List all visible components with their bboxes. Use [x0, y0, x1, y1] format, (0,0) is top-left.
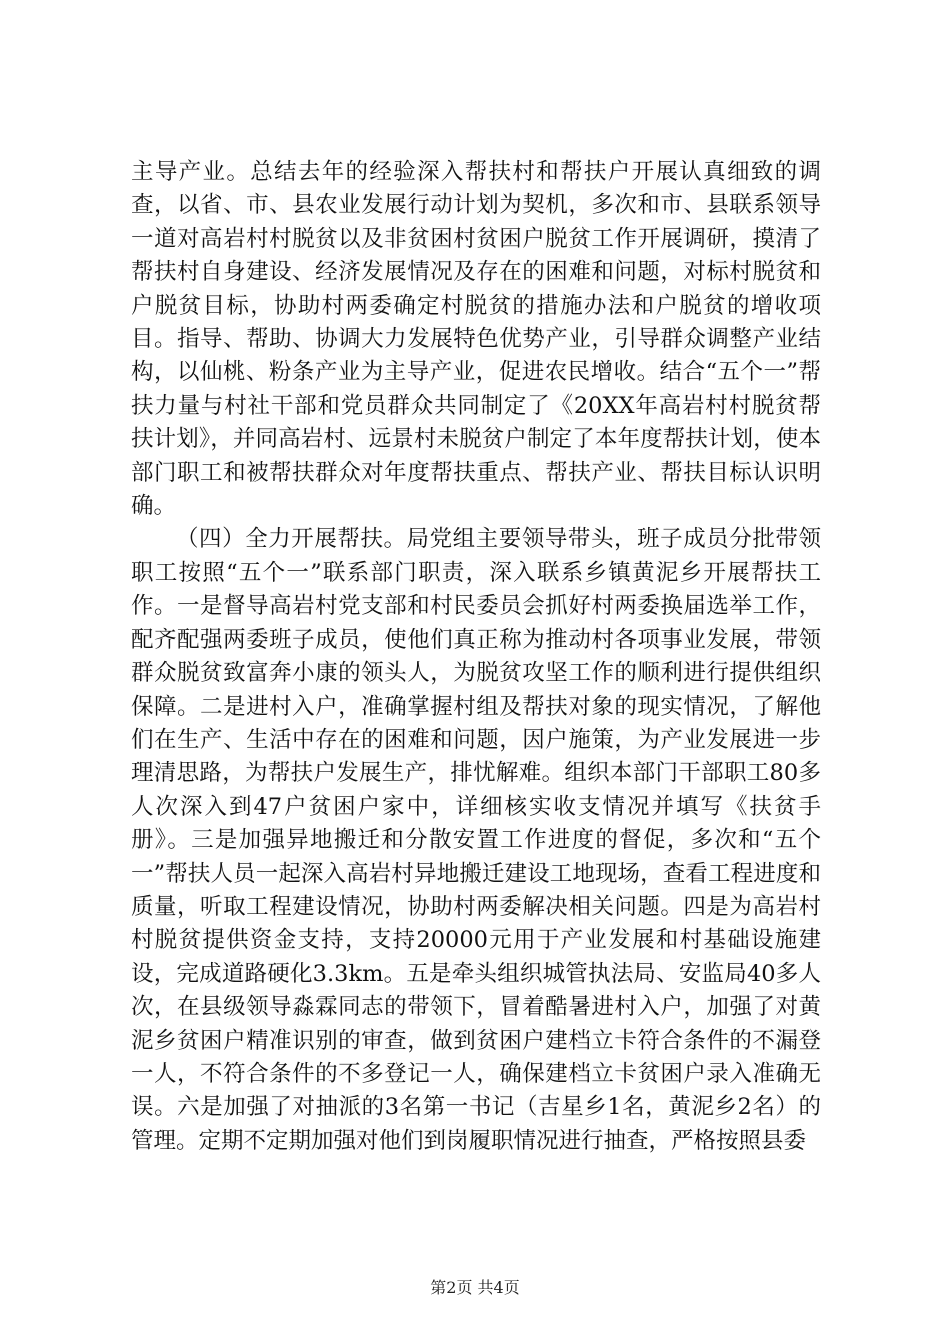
paragraph-2: （四）全力开展帮扶。局党组主要领导带头，班子成员分批带领职工按照“五个一”联系部门职责，深入联系乡镇黄泥乡开展帮扶工作。一是督导高岩村党支部和村民委员会抓好村两委换届选举工作，配齐配强两委班子成员，使他们真正称为推动村各项事业发展，带领群众脱贫致富奔小康的领头人，为脱贫攻坚工作的顺利进行提供组织保障。二是进村入户，准确掌握村组及帮扶对象的现实情况，了解他们在生产、生活中存在的困难和问题，因户施策，为产业发展进一步理清思路，为帮扶户发展生产，排忧解难。组织本部门干部职工80多人次深入到47户贫困户家中，详细核实收支情况并填写《扶贫手册》。三是加强异地搬迁和分散安置工作进度的督促，多次和“五个一”帮扶人员一起深入高岩村异地搬迁建设工地现场，查看工程进度和质量，听取工程建设情况，协助村两委解决相关问题。四是为高岩村村脱贫提供资金支持，支持20000元用于产业发展和村基础设施建设，完成道路硬化3.3km。五是牵头组织城管执法局、安监局40多人次，在县级领导淼霖同志的带领下，冒着酷暑进村入户，加强了对黄泥乡贫困户精准识别的审查，做到贫困户建档立卡符合条件的不漏登一人，不符合条件的不多登记一人，确保建档立卡贫困户录入准确无误。六是加强了对抽派的3名第一书记（吉星乡1名，黄泥乡2名）的管理。定期不定期加强对他们到岗履职情况进行抽查，严格按照县委: [131, 526, 821, 1154]
page-footer: 第2页 共4页: [430, 1278, 520, 1297]
document-body: [131, 156, 821, 1158]
paragraph-1: 主导产业。总结去年的经验深入帮扶村和帮扶户开展认真细致的调查，以省、市、县农业发展行动计划为契机，多次和市、县联系领导一道对高岩村村脱贫以及非贫困村贫困户脱贫工作开展调研，摸清了帮扶村自身建设、经济发展情况及存在的困难和问题，对标村脱贫和户脱贫目标，协助村两委确定村脱贫的措施办法和户脱贫的增收项目。指导、帮助、协调大力发展特色优势产业，引导群众调整产业结构，以仙桃、粉条产业为主导产业，促进农民增收。结合“五个一”帮扶力量与村社干部和党员群众共同制定了《20XX年高岩村村脱贫帮扶计划》，并同高岩村、远景村未脱贫户制定了本年度帮扶计划，使本部门职工和被帮扶群众对年度帮扶重点、帮扶产业、帮扶目标认识明确。: [131, 159, 821, 520]
